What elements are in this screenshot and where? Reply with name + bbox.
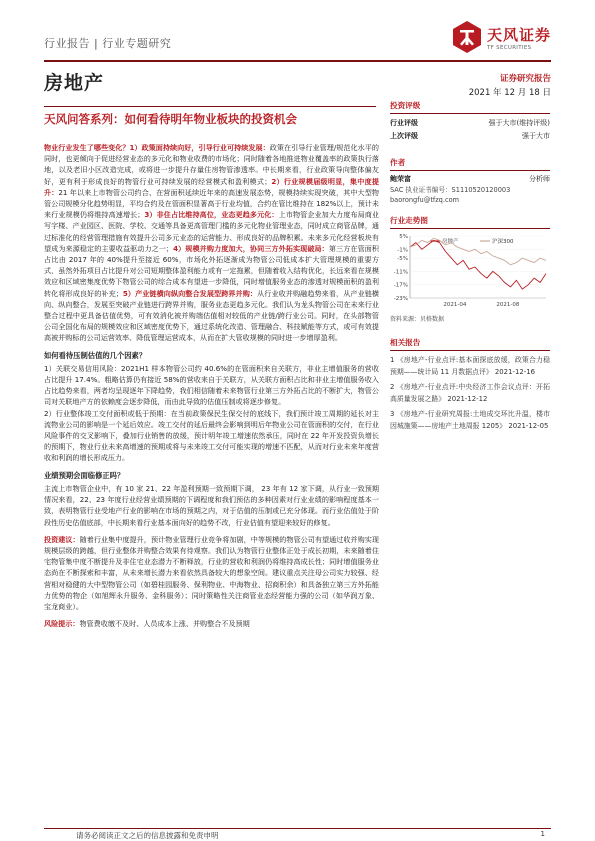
related-heading: 相关报告 <box>390 337 550 351</box>
title-divider <box>44 106 376 107</box>
risk-text: 物管费收缴不及时、人员成本上涨、并购整合不及预期 <box>79 619 250 629</box>
chart-series-line <box>410 240 546 289</box>
author-heading: 作者 <box>390 157 550 171</box>
chart-y-tick-label: -17% <box>393 282 408 289</box>
industry-rating-value: 强于大市(维持评级) <box>488 119 550 127</box>
rating-heading: 投资评级 <box>390 100 550 114</box>
related-report-item[interactable]: 2 《房地产-行业点评:中央经济工作会议点评：开拓高质量发展之路》 2021-12-12 <box>390 383 550 403</box>
chart-legend-label: 沪深300 <box>492 239 514 245</box>
summary-highlight: 5）产业链横向纵向整合发展型跨界并购： <box>122 288 258 298</box>
earnings-paragraph: 主流上市物管企业中，有 10 家 21、22 年盈利预期一致预期下调， 23 年有 12 家下调，从行业一致预期情况来看，22、23 年度行业经营业绩预期的下调程度和我们预估的多种因素对行业业绩的影响程度基本一致，表明物管行业受地产行业的影响在市场的预期之内，对于估值的压制或已充分体现。而行业估值处于阶段性历史估值底部，中长期来看行业基本面向好的趋势不改，行业估值有望迎来较好的修复。 <box>44 483 379 527</box>
chart-y-tick-label: -11% <box>393 269 408 276</box>
logo-en: TF SECURITIES <box>486 44 532 51</box>
sector-title: 房地产 <box>44 72 105 94</box>
main-body <box>44 142 379 635</box>
valuation-paragraph-2: 2）行业整体竣工交付面积或低于预期：在当前政策保民生保交付的底线下，我们预计竣工周期的延长对主流物业公司的影响是一个延后效应。竣工交付的延后最终会影响到明后年物业公司在管面积的交付，在行业风险事件的交叉影响下，叠加行业销售的放缓，预计明年竣工增速依然承压，同时在 22 年开发投资负增长的预期下，物业行业未来高增速的预期或将与未来竣工交付可能实现的增速不匹配，从而对行业未来年度营收和利润的增长形成压力。 <box>44 408 379 463</box>
logo-mark-icon <box>451 20 483 54</box>
summary-text: 政策在引导行业管理/规范化水平的同时，也更倾向于促进经营业态的多元化和物业收费的市场化；同时随着各地推进物业覆盖率的政策执行落地，以及老旧小区改造完成，或将进一步提升存量住房物管渗透率。中长期来看，行业政策导向整体偏友好，更有利于形成良好的物管行业可持续发展的经营模式和盈利模式； <box>44 143 379 186</box>
investment-label: 投资建议： <box>44 534 80 544</box>
summary-highlight: 3）非住占比维持高位，业态更趋多元化： <box>144 210 279 220</box>
industry-rating <box>390 117 550 130</box>
author-role: 分析师 <box>529 175 550 183</box>
previous-rating <box>390 130 550 143</box>
related-reports <box>390 337 550 432</box>
page-header <box>44 20 551 60</box>
summary-highlight: 4）规模并购力度加大，协同三方外拓实现破局： <box>173 243 329 253</box>
report-date: 2021 年 12 月 18 日 <box>468 88 551 98</box>
chart-x-tick-label: 2021-08 <box>496 302 520 308</box>
logo-cn: 天风证券 <box>486 25 551 44</box>
chart-x-tick-label: 2021-04 <box>443 302 467 308</box>
chart-y-tick-label: -23% <box>393 296 408 302</box>
author-block <box>390 157 550 205</box>
header-divider <box>44 60 551 62</box>
company-logo <box>451 20 551 54</box>
chart-y-tick-label: -1% <box>397 247 408 254</box>
author-cert: SAC 执业证书编号：S1110520120003 <box>390 186 511 194</box>
page-number: 1 <box>540 830 545 838</box>
footer-divider <box>44 828 551 829</box>
risk-label: 风险提示： <box>44 619 80 629</box>
summary-highlight: 2）行业规模届级明显，集中度提升： <box>44 176 380 197</box>
trend-chart-block <box>390 215 550 323</box>
previous-rating-label: 上次评级 <box>390 132 418 140</box>
investment-advice <box>44 534 379 612</box>
industry-rating-label: 行业评级 <box>390 119 418 127</box>
report-type: 证券研究报告 <box>499 74 551 84</box>
summary-text: 从行业收并购融趋势来看，从产业链横向、纵向整合，发展至突破产业链进行跨界并购，服务业态更趋多元化。我们认为龙头物管公司在未来行业整合过程中更具备估值优势，可有效消化被并购端估值相对较低的产业链/跨行业公司。同时，在头部物管公司全国化布局的规模效应和区域密度优势下，通过系统化改造、管理融合、科技赋能等方式，或可有效提高被并购标的公司运营效率、降低管理运营成本，从而在扩大管收规模的同时进一步增厚盈利。 <box>44 288 380 343</box>
chart-heading: 行业走势图 <box>390 215 550 229</box>
sidebar <box>390 100 550 435</box>
section-heading-valuation: 如何看待压制估值的几个因素？ <box>44 350 147 360</box>
valuation-paragraph-1: 1）关联交易信用风险：2021H1 样本物管公司约 40.6%的在管面积来自关联方，非业主增值服务的营收占比提升 17.4%。粗略估算仍有接近 58%的营收来自于关联方，从关联方面积占比和非业主增值服务收入占比趋势来看，两者均呈现逐年下降趋势，我们相信随着未来物管行业第三方外拓占比的不断扩大，物管公司对关联地产方的依赖度会逐步降低，而由此导致的估值压制或将逐步修复。 <box>44 363 379 407</box>
risk-warning <box>44 618 379 629</box>
author-name: 鲍荣富 <box>390 175 411 183</box>
trend-chart <box>390 232 550 312</box>
related-report-item[interactable]: 1 《房地产-行业点评:基本面探底放缓，政策合力稳预期——统计局 11 月数据点评》 2021-12-16 <box>390 356 550 376</box>
author-email[interactable]: baorongfu@tfzq.com <box>390 196 460 204</box>
footer-disclaimer: 请务必阅读正文之后的信息披露和免责申明 <box>76 831 219 840</box>
chart-source: 资料来源：贝格数据 <box>390 316 445 323</box>
investment-text: 随着行业集中度提升，预计物业管理行业竞争将加剧，中等规模的物管公司有望通过收并购实现规模层级的跨越，但行业整体并购整合效果有待观察。我们认为物管行业整体正处于成长初期，未来随着住宅物管集中度不断提升及非住宅业态潜力不断释放，行业的营收和利润仍将维持高成长性；同时增值服务业态尚在不断探索和丰富，从未来增长潜力来看依然具备较大的想象空间。建议重点关注母公司实力较强、经营相对稳健的大中型物管公司（如碧桂园服务、保利物业、中海物业、招商积余）和具备独立第三方外拓能力优势的物企（如旭辉永升服务、金科服务）；同时策略性关注商管业态经营能力强的公司（如华润万象、宝龙商业）。 <box>44 534 380 611</box>
chart-series-line <box>410 238 546 265</box>
chart-y-tick-label: -5% <box>397 256 408 263</box>
related-report-item[interactable]: 3 《房地产-行业研究周报:土地成交环比升温，楼市因城施策——房地产土地周报 1205》 2021-12-05 <box>390 410 550 430</box>
summary-paragraph <box>44 142 379 344</box>
section-heading-earnings: 业绩预期会面临修正吗？ <box>44 470 125 480</box>
chart-legend-label: 房地产 <box>442 239 459 245</box>
chart-y-tick-label: 5% <box>399 234 408 240</box>
article-title: 天风问答系列：如何看待明年物业板块的投资机会 <box>44 112 297 126</box>
report-category: 行业报告 | 行业专题研究 <box>44 37 172 50</box>
summary-text: 第三方在管面积占比由 2017 年的 40%提升至接近 60%，市场化外拓逐渐成为物管公司低成本扩大管理规模的重要方式，虽然外拓项目占比提升对公司短期整体盈利能力或有一定拖累，但随着收入结构优化，长远来看在规模效应和区域密集度优势下物管公司的综合成本有望进一步降低，同时增值服务业态的渗透对规模面积的盈利转化将形成良好的补充； <box>44 243 380 298</box>
previous-rating-value: 强于大市 <box>522 132 550 140</box>
summary-text: 21 年以来上市物管公司约合、在营面积延续近年来的高速发展态势，规模持续实现突破，其中大型物管公司规模分化趋势明显，平均合约及在管面积显著高于行业均值，合约在管比维持在 182%以上，预计未来行业规模仍将维持高速增长； <box>44 187 380 220</box>
summary-highlight: 物业行业发生了哪些变化？1）政策面持续向好，引导行业可持续发展： <box>44 143 270 152</box>
summary-text: 上市物管企业加大力度布局商业写字楼、产业园区、医院、学校、交通等具备更高管理门槛的多元化物业管理业态，同时成立商管品牌，通过标准化的经营管理措施有效提升公司多元业态的运营能力、形成良好的品牌积累。未来多元化经营板块有望成为来源稳定的主要收益驱动力之一； <box>44 210 380 253</box>
